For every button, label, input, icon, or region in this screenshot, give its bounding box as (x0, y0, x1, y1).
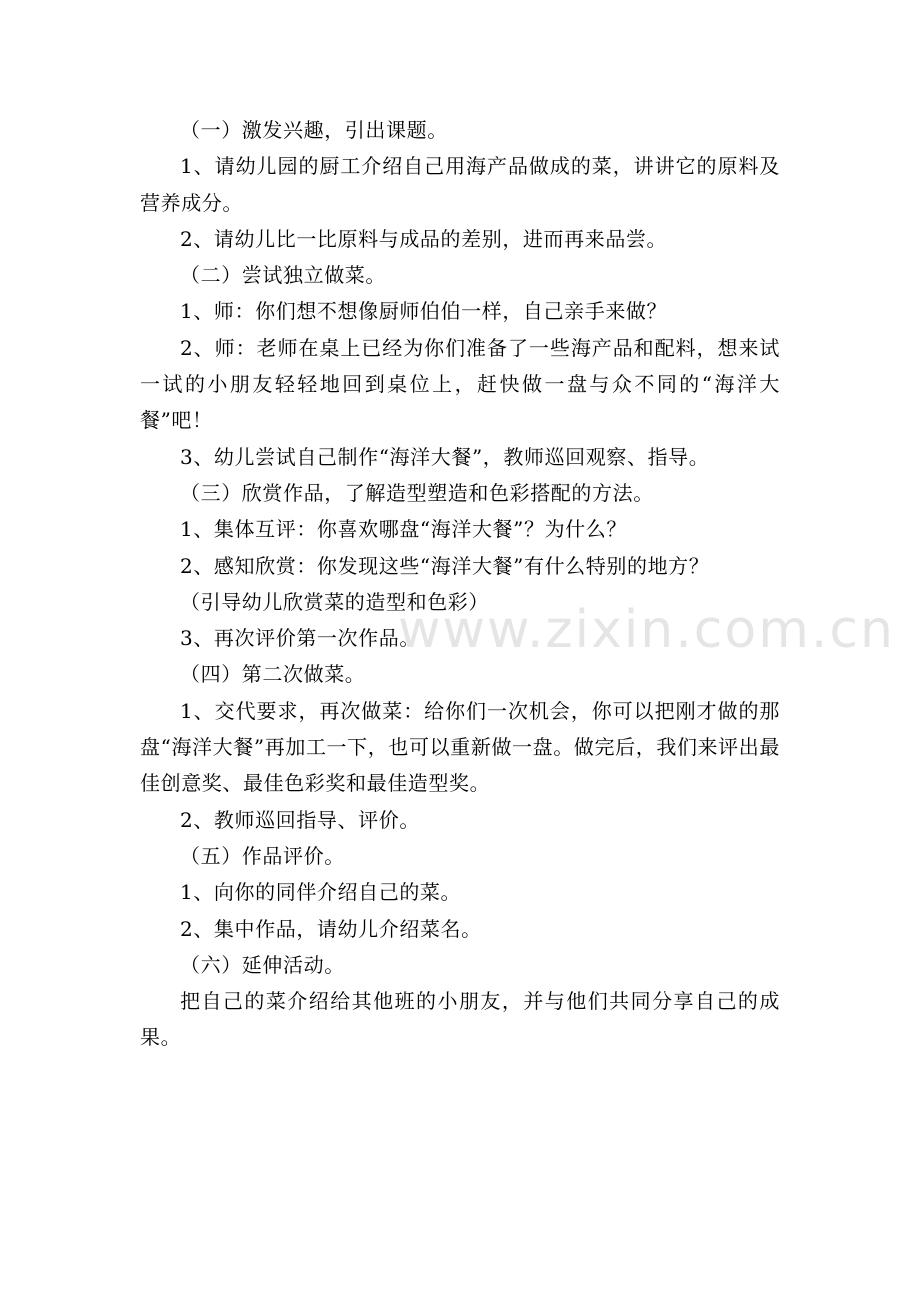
section-heading-5: （五）作品评价。 (180, 843, 345, 868)
paragraph: 2、感知欣赏：你发现这些“海洋大餐”有什么特别的地方？ (180, 553, 710, 578)
document-body (140, 112, 780, 1056)
section-heading-6: （六）延伸活动。 (180, 952, 345, 977)
paragraph: 1、师：你们想不想像厨师伯伯一样，自己亲手来做？ (180, 299, 668, 324)
paragraph: 2、请幼儿比一比原料与成品的差别，进而再来品尝。 (180, 226, 668, 251)
paragraph: 2、师：老师在桌上已经为你们准备了一些海产品和配料，想来试一试的小朋友轻轻地回到桌位上，赶快做一盘与众不同的“海洋大餐”吧！ (140, 335, 780, 433)
section-heading-4: （四）第二次做菜。 (180, 662, 366, 687)
paragraph: （引导幼儿欣赏菜的造型和色彩） (180, 589, 489, 614)
watermark: www.zixin.com.cn (398, 600, 895, 660)
paragraph: 2、集中作品，请幼儿介绍菜名。 (180, 916, 482, 941)
section-heading-3: （三）欣赏作品，了解造型塑造和色彩搭配的方法。 (180, 480, 654, 505)
paragraph: 2、教师巡回指导、评价。 (180, 807, 420, 832)
paragraph: 3、再次评价第一次作品。 (180, 626, 420, 651)
section-heading-2: （二）尝试独立做菜。 (180, 263, 386, 288)
paragraph: 把自己的菜介绍给其他班的小朋友，并与他们共同分享自己的成果。 (140, 989, 780, 1050)
paragraph: 1、集体互评：你喜欢哪盘“海洋大餐”？为什么？ (180, 517, 627, 542)
paragraph: 1、向你的同伴介绍自己的菜。 (180, 880, 462, 905)
section-heading-1: （一）激发兴趣，引出课题。 (180, 118, 448, 142)
paragraph: 1、交代要求，再次做菜：给你们一次机会，你可以把刚才做的那盘“海洋大餐”再加工一下，也可以重新做一盘。做完后，我们来评出最佳创意奖、最佳色彩奖和最佳造型奖。 (140, 698, 780, 796)
paragraph: 3、幼儿尝试自己制作“海洋大餐”，教师巡回观察、指导。 (180, 444, 710, 469)
paragraph: 1、请幼儿园的厨工介绍自己用海产品做成的菜，讲讲它的原料及营养成分。 (140, 154, 780, 215)
